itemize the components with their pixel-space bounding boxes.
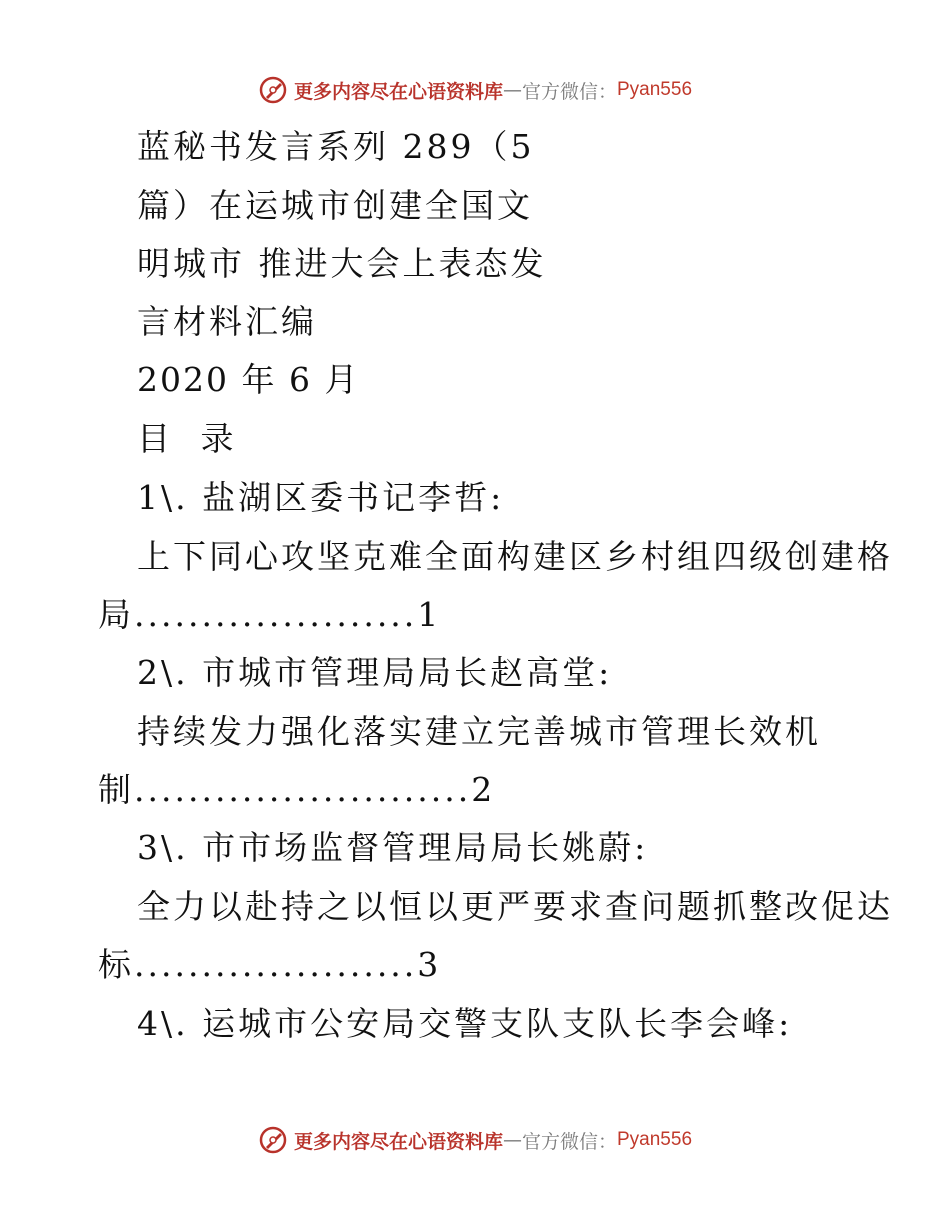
toc-entry-2-title-cont: 制.........................2 xyxy=(98,770,496,809)
quill-logo-icon xyxy=(258,75,288,105)
toc-heading: 目 录 xyxy=(137,419,244,458)
watermark-wechat-id: Pyan556 xyxy=(617,1129,693,1150)
footer-watermark xyxy=(0,1120,950,1160)
watermark-wechat-label: 官方微信： xyxy=(521,80,617,103)
toc-entry-1-speaker: 1\. 盐湖区委书记李哲: xyxy=(137,478,505,517)
title-line-1: 蓝秘书发言系列 289（5 xyxy=(137,127,535,166)
toc-entry-4-speaker: 4\. 运城市公安局交警支队支队长李会峰: xyxy=(137,1004,793,1043)
toc-entry-3-title-cont: 标.....................3 xyxy=(98,945,442,984)
watermark-dash: — xyxy=(502,79,522,101)
watermark-dash: — xyxy=(502,1129,522,1151)
quill-logo-icon xyxy=(258,1125,288,1155)
toc-entry-1-title: 上下同心攻坚克难全面构建区乡村组四级创建格 xyxy=(137,537,893,576)
watermark-wechat-id: Pyan556 xyxy=(617,79,693,100)
toc-entry-3-title: 全力以赴持之以恒以更严要求查问题抓整改促达 xyxy=(137,887,893,926)
header-watermark xyxy=(0,70,950,110)
title-line-4: 言材料汇编 xyxy=(137,302,317,341)
document-date: 2020 年 6 月 xyxy=(137,360,360,399)
toc-entry-3-speaker: 3\. 市市场监督管理局局长姚蔚: xyxy=(137,828,649,867)
toc-entry-2-title: 持续发力强化落实建立完善城市管理长效机 xyxy=(137,712,821,751)
toc-entry-1-title-cont: 局.....................1 xyxy=(98,595,442,634)
title-line-2: 篇）在运城市创建全国文 xyxy=(137,186,533,225)
toc-entry-2-speaker: 2\. 市城市管理局局长赵高堂: xyxy=(137,653,613,692)
watermark-site-text: 更多内容尽在心语资料库 xyxy=(293,1130,503,1153)
title-line-3: 明城市 推进大会上表态发 xyxy=(137,244,547,283)
watermark-site-text: 更多内容尽在心语资料库 xyxy=(293,80,503,103)
watermark-wechat-label: 官方微信： xyxy=(521,1130,617,1153)
